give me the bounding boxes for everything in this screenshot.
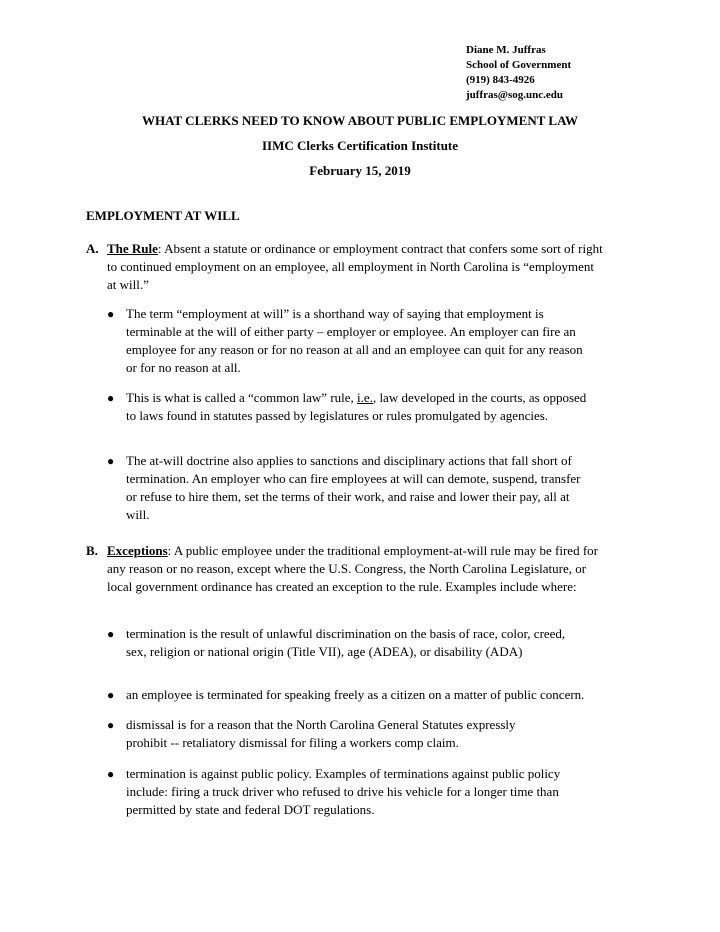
item-b-bullet-2: [107, 686, 667, 704]
item-a-bullet-1-text: The term “employment at will” is a shorthand way of saying that employment is terminable at the will of either party – employer or employee. An employer can fire an employee for any reason or for no reason at all and an employee can quit for any reason or for no reason at all.: [126, 306, 583, 375]
item-a-bullet-2-ie: i.e.: [357, 390, 373, 405]
item-a-bullet-3: [107, 452, 587, 524]
item-b-bullet-1-text: termination is the result of unlawful discrimination on the basis of race, color, creed, sex, religion or national origin (Title VII), age (ADEA), or disability (ADA): [126, 626, 566, 659]
author-block: [466, 43, 571, 103]
item-a-bullet-2-after: , law developed in the courts, as opposed to laws found in statutes passed by legislatures or rules promulgated by agencies.: [126, 390, 587, 423]
item-a-bullet-2: [107, 389, 587, 425]
item-a-lead: The Rule: [107, 241, 158, 256]
bullet-icon: ●: [107, 718, 115, 732]
item-a-bullet-1: [107, 305, 587, 377]
author-email: juffras@sog.unc.edu: [466, 89, 564, 101]
item-b-letter: B.: [86, 543, 98, 558]
item-b-bullet-4-text: termination is against public policy. Examples of terminations against public policy include: firing a truck driver who refused to drive his vehicle for a longer time than permitted by state and federal DOT regulations.: [126, 766, 561, 817]
document-title: WHAT CLERKS NEED TO KNOW ABOUT PUBLIC EMPLOYMENT LAW: [141, 113, 579, 128]
document-date: February 15, 2019: [309, 163, 411, 178]
bullet-icon: ●: [107, 627, 115, 641]
item-b: [86, 542, 606, 596]
item-a: [86, 240, 606, 294]
item-b-bullet-3: [107, 716, 557, 752]
author-name: Diane M. Juffras: [466, 44, 546, 56]
author-org: School of Government: [466, 59, 572, 71]
bullet-icon: ●: [107, 688, 115, 702]
author-phone: (919) 843-4926: [466, 74, 535, 86]
item-a-letter: A.: [86, 241, 99, 256]
item-a-bullet-3-text: The at-will doctrine also applies to sanctions and disciplinary actions that fall short of termination. An employer who can fire employees at will can demote, suspend, transfer or refuse to hire them, set the terms of their work, and raise and lower their pay, all at will.: [126, 453, 581, 522]
item-b-bullet-4: [107, 765, 582, 819]
event-name: IIMC Clerks Certification Institute: [261, 138, 459, 153]
item-b-bullet-3-text: dismissal is for a reason that the North Carolina General Statutes expressly prohibit -- retaliatory dismissal for filing a workers comp claim.: [126, 717, 516, 750]
bullet-icon: ●: [107, 454, 115, 468]
item-b-bullet-2-text: an employee is terminated for speaking freely as a citizen on a matter of public concern.: [126, 687, 585, 702]
item-b-lead: Exceptions: [107, 543, 168, 558]
item-a-bullet-2-before: This is what is called a “common law” rule,: [126, 390, 358, 405]
bullet-icon: ●: [107, 391, 115, 405]
bullet-icon: ●: [107, 767, 115, 781]
item-a-text: : Absent a statute or ordinance or employment contract that confers some sort of right to continued employment on an employee, all employment in North Carolina is “employment at will.”: [107, 241, 603, 292]
item-b-bullet-1: [107, 625, 577, 661]
item-b-text: : A public employee under the traditional employment-at-will rule may be fired for any reason or no reason, except where the U.S. Congress, the North Carolina Legislature, or local government ordinance has created an exception to the rule. Examples include where:: [107, 543, 598, 594]
bullet-icon: ●: [107, 307, 115, 321]
section-heading: EMPLOYMENT AT WILL: [86, 208, 240, 223]
